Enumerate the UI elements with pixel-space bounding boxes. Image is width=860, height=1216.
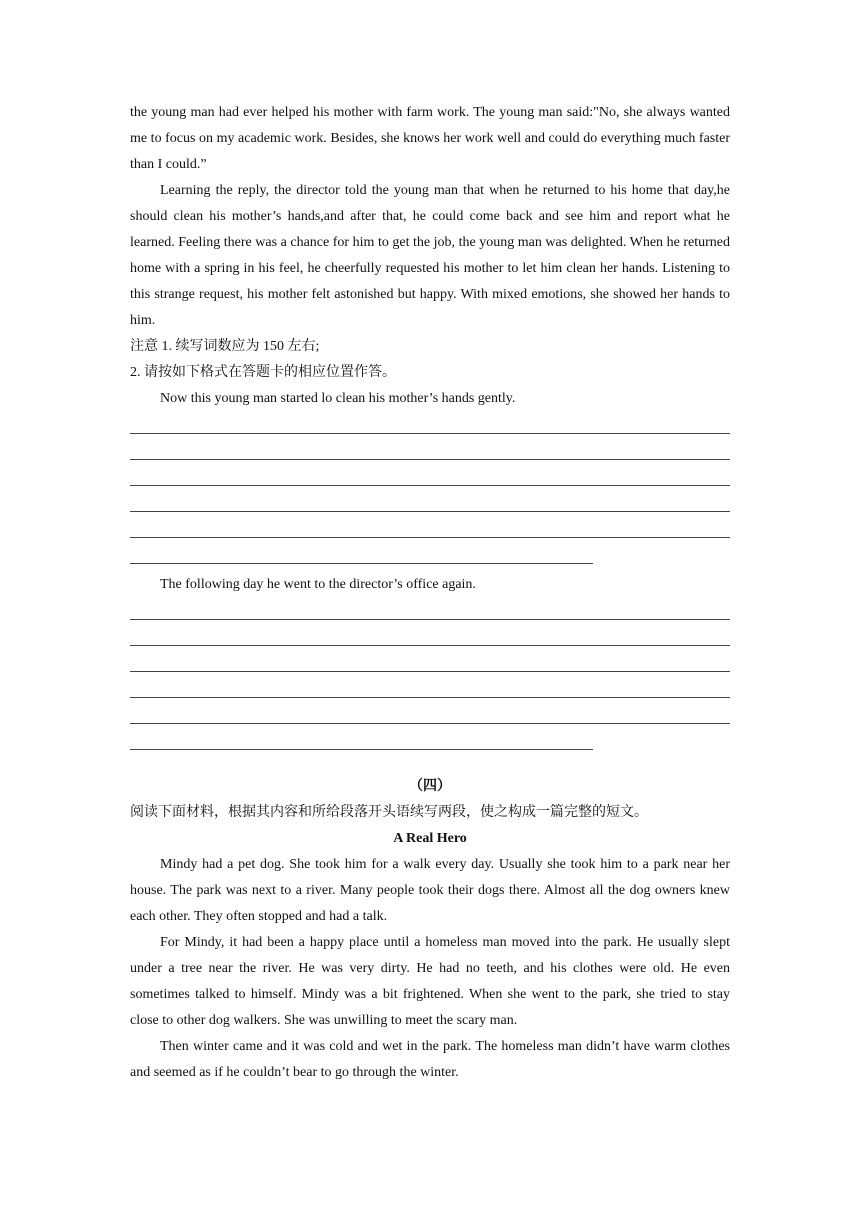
story-title: A Real Hero	[393, 831, 467, 846]
answer-line[interactable]	[130, 490, 730, 516]
note-2: 2. 请按如下格式在答题卡的相应位置作答。	[130, 365, 396, 380]
section-heading: （四）	[409, 779, 451, 794]
answer-line[interactable]	[130, 542, 730, 568]
answer-line[interactable]	[130, 650, 730, 676]
prompt-second-paragraph: The following day he went to the director’s office again.	[160, 577, 476, 592]
section-instruction: 阅读下面材料，根据其内容和所给段落开头语续写两段，使之构成一篇完整的短文。	[130, 805, 648, 820]
hero-paragraph-2: For Mindy, it had been a happy place until a homeless man moved into the park. He usually slept under a tree near the river. He was very dirty. He had no teeth, and his clothes were old. He even sometimes talked to himself. Mindy was a bit frightened. When she went to the park, she tried to stay close to other dog walkers. She was unwilling to meet the scary man.	[130, 935, 730, 1028]
prompt-first-paragraph: Now this young man started lo clean his mother’s hands gently.	[160, 391, 516, 406]
document-content	[130, 100, 730, 1086]
answer-line[interactable]	[130, 624, 730, 650]
answer-line[interactable]	[130, 438, 730, 464]
spacer	[130, 754, 730, 774]
answer-line[interactable]	[130, 702, 730, 728]
answer-line[interactable]	[130, 676, 730, 702]
answer-lines-first	[130, 412, 730, 568]
story-paragraph-1: the young man had ever helped his mother with farm work. The young man said:"No, she always wanted me to focus on my academic work. Besides, she knows her work well and could do everything much faster than I could.”	[130, 105, 730, 172]
answer-lines-second	[130, 598, 730, 754]
answer-line[interactable]	[130, 728, 730, 754]
note-1: 注意 1. 续写词数应为 150 左右;	[130, 339, 320, 354]
story-paragraph-2: Learning the reply, the director told the young man that when he returned to his home that day,he should clean his mother’s hands,and after that, he could come back and see him and report what he learned. Feeling there was a chance for him to get the job, the young man was delighted. When he returned home with a spring in his feel, he cheerfully requested his mother to let him clean her hands. Listening to this strange request, his mother felt astonished but happy. With mixed emotions, she showed her hands to him.	[130, 183, 730, 328]
answer-line[interactable]	[130, 412, 730, 438]
hero-paragraph-3: Then winter came and it was cold and wet in the park. The homeless man didn’t have warm clothes and seemed as if he couldn’t bear to go through the winter.	[130, 1039, 730, 1080]
answer-line[interactable]	[130, 598, 730, 624]
hero-paragraph-1: Mindy had a pet dog. She took him for a walk every day. Usually she took him to a park near her house. The park was next to a river. Many people took their dogs there. Almost all the dog owners knew each other. They often stopped and had a talk.	[130, 857, 730, 924]
answer-line[interactable]	[130, 516, 730, 542]
answer-line[interactable]	[130, 464, 730, 490]
